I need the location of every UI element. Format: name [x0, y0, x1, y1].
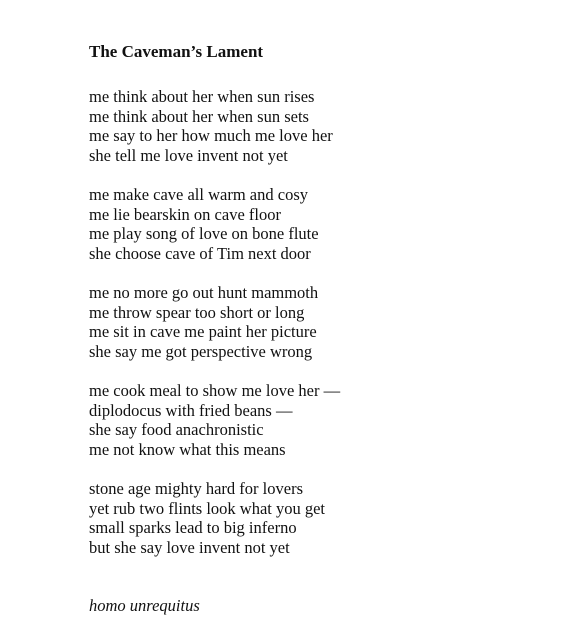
- stanza-3: [89, 283, 549, 361]
- poem-line: me throw spear too short or long: [89, 302, 305, 322]
- poem-line: me cook meal to show me love her —: [89, 381, 341, 400]
- poem-line: she say me got perspective wrong: [89, 341, 313, 361]
- poem-signature: homo unrequitus: [89, 596, 200, 615]
- stanza-1: [89, 87, 549, 165]
- poem-page: [89, 40, 549, 616]
- poem-line: me lie bearskin on cave floor: [89, 204, 281, 224]
- poem-line: me play song of love on bone flute: [89, 224, 319, 243]
- poem-line: me make cave all warm and cosy: [89, 185, 308, 204]
- poem-line: me not know what this means: [89, 439, 286, 459]
- poem-line: me think about her when sun rises: [89, 87, 315, 106]
- stanza-2: [89, 185, 549, 263]
- poem-line: she choose cave of Tim next door: [89, 243, 311, 263]
- poem-line: but she say love invent not yet: [89, 537, 290, 557]
- stanza-4: [89, 381, 549, 459]
- poem-line: diplodocus with fried beans —: [89, 400, 293, 420]
- stanza-5: [89, 479, 549, 557]
- poem-line: me sit in cave me paint her picture: [89, 322, 317, 341]
- poem-line: me think about her when sun sets: [89, 106, 309, 126]
- poem-line: she tell me love invent not yet: [89, 145, 288, 165]
- poem-line: me no more go out hunt mammoth: [89, 283, 319, 302]
- poem-line: me say to her how much me love her: [89, 126, 333, 145]
- poem-line: she say food anachronistic: [89, 420, 264, 439]
- poem-line: small sparks lead to big inferno: [89, 518, 297, 537]
- poem-line: yet rub two flints look what you get: [89, 498, 326, 518]
- poem-title: The Caveman’s Lament: [89, 42, 264, 61]
- poem-line: stone age mighty hard for lovers: [89, 479, 303, 498]
